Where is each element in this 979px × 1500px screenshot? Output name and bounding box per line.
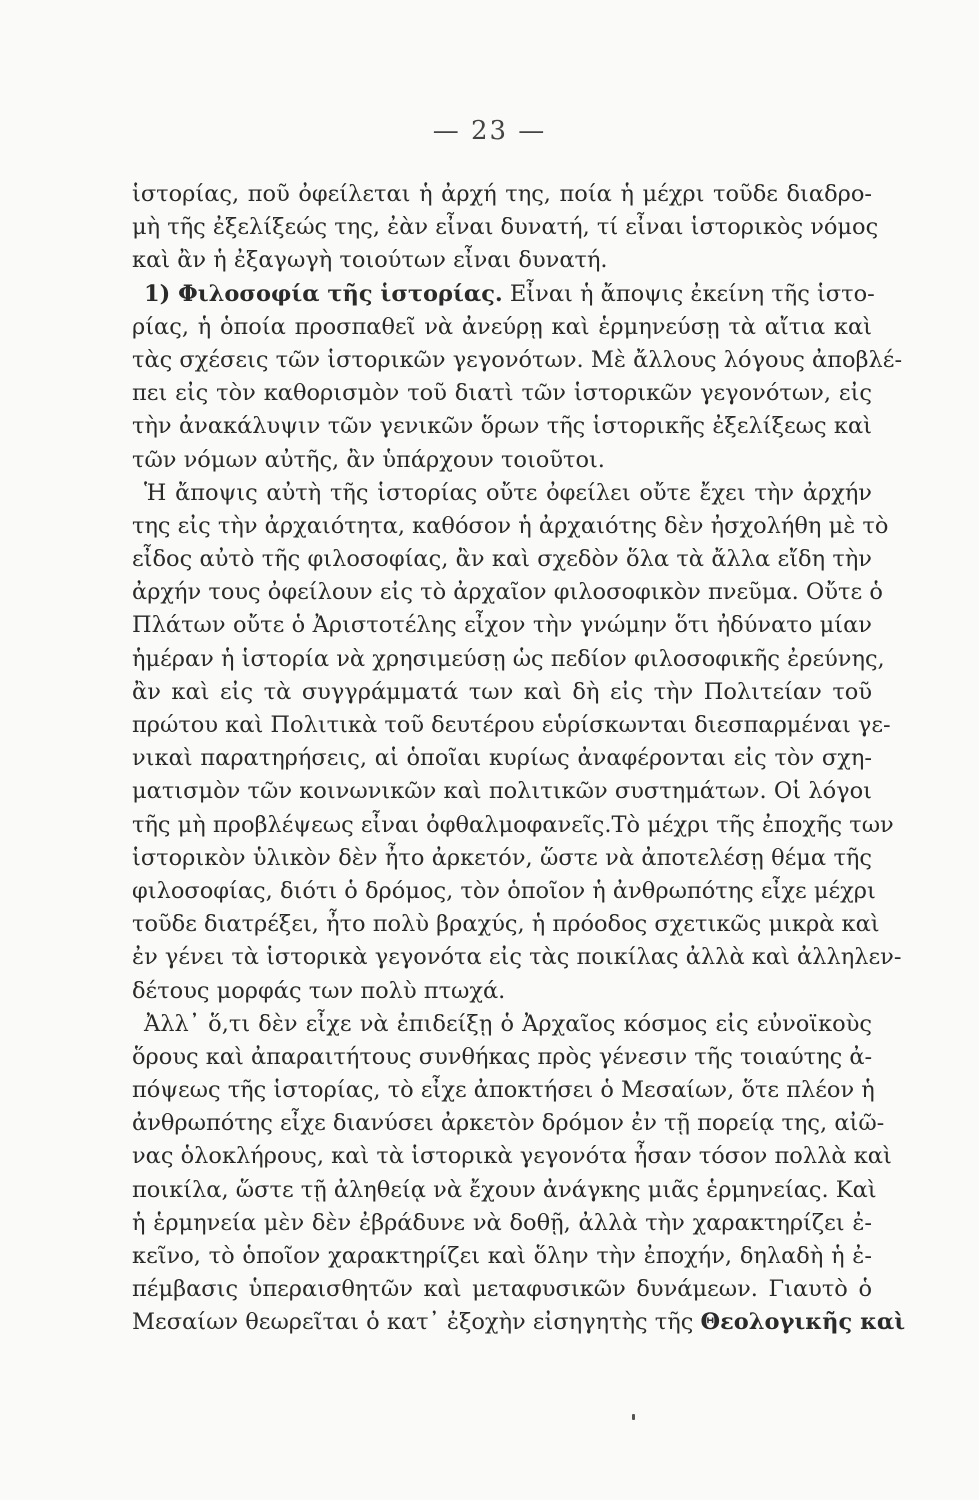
text-line (132, 709, 891, 742)
text-line (132, 1273, 872, 1306)
text-line (132, 1240, 872, 1273)
text-line (132, 842, 872, 875)
line-text: φιλοσοφίας, διότι ὁ δρόμος, τὸν ὁποῖον ἡ ἀνθρωπότης εἶχε μέχρι (132, 877, 876, 904)
line-text: Μεσαίων θεωρεῖται ὁ κατ᾽ ἐξοχὴν εἰσηγητὴς τῆς (132, 1309, 701, 1336)
text-line (132, 344, 903, 377)
text-line (132, 1207, 872, 1240)
line-text: νικαὶ παρατηρήσεις, αἱ ὁποῖαι κυρίως ἀναφέρονται εἰς τὸν σχη- (132, 745, 872, 772)
line-text: τῶν νόμων αὐτῆς, ἂν ὑπάρχουν τοιοῦτοι. (132, 446, 605, 473)
text-line (132, 643, 885, 676)
text-line (132, 211, 879, 244)
line-text: κεῖνο, τὸ ὁποῖον χαρακτηρίζει καὶ ὅλην τὴν ἐποχήν, δηλαδὴ ἡ ἐ- (132, 1243, 872, 1269)
line-text: Πλάτων οὔτε ὁ Ἀριστοτέλης εἶχον τὴν γνώμην ὅτι ἠδύνατο μίαν (132, 612, 872, 639)
line-text: ποικίλα, ὥστε τῇ ἀληθείᾳ νὰ ἔχουν ἀνάγκης μιᾶς ἑρμηνείας. Καὶ (132, 1176, 877, 1203)
text-line (132, 477, 872, 510)
text-line (132, 510, 889, 543)
line-text: Ἡ ἄποψις αὐτὴ τῆς ἱστορίας οὔτε ὀφείλει οὔτε ἔχει τὴν ἀρχήν (144, 479, 872, 506)
text-line (132, 1306, 906, 1339)
line-text: ἀρχήν τους ὀφείλουν εἰς τὸ ἀρχαῖον φιλοσοφικὸν πνεῦμα. Οὔτε ὁ (132, 579, 883, 606)
line-text: τῆς μὴ προβλέψεως εἶναι ὀφθαλμοφανεῖς.Τὸ μέχρι τῆς ἐποχῆς των (132, 811, 894, 838)
text-line (132, 377, 872, 410)
text-line (132, 908, 880, 941)
text-line (132, 1107, 885, 1140)
text-body (132, 178, 906, 1340)
text-line (132, 1140, 892, 1173)
line-text: καὶ ἂν ἡ ἐξαγωγὴ τοιούτων εἶναι δυνατή. (132, 247, 608, 274)
text-line (132, 875, 876, 908)
line-text: ρίας, ἡ ὁποία προσπαθεῖ νὰ ἀνεύρῃ καὶ ἑρμηνεύσῃ τὰ αἴτια καὶ (132, 313, 872, 340)
text-line (132, 1074, 875, 1107)
line-text: ἡ ἑρμηνεία μὲν δὲν ἐβράδυνε νὰ δοθῇ, ἀλλὰ τὴν χαρακτηρίζει ἐ- (132, 1209, 872, 1236)
line-text: μὴ τῆς ἐξελίξεώς της, ἐὰν εἶναι δυνατή, τί εἶναι ἱστορικὸς νόμος (132, 214, 879, 241)
text-line (132, 975, 872, 1008)
text-line (132, 543, 872, 576)
text-line (132, 244, 872, 277)
line-text: νας ὁλοκλήρους, καὶ τὰ ἱστορικὰ γεγονότα ἦσαν τόσον πολλὰ καὶ (132, 1143, 892, 1170)
text-line (132, 410, 872, 443)
text-line (132, 178, 872, 211)
line-text: τὴν ἀνακάλυψιν τῶν γενικῶν ὅρων τῆς ἱστορικῆς ἐξελίξεως καὶ (132, 413, 872, 440)
line-text: τὰς σχέσεις τῶν ἱστορικῶν γεγονότων. Μὲ ἄλλους λόγους ἀποβλέ- (132, 346, 903, 373)
section-heading: 1) Φιλοσοφία τῆς ἱστορίας. (144, 280, 503, 307)
line-text: ὅρους καὶ ἀπαραιτήτους συνθήκας πρὸς γένεσιν τῆς τοιαύτης ἀ- (132, 1043, 873, 1070)
text-line (132, 278, 875, 311)
text-line (132, 676, 872, 709)
page-number: — 23 — (432, 116, 547, 146)
line-text: Εἶναι ἡ ἄποψις ἐκείνη τῆς ἱστο- (502, 280, 875, 307)
line-text: ἱστορίας, ποῦ ὀφείλεται ἡ ἀρχή της, ποία ἡ μέχρι τοῦδε διαδρο- (132, 181, 872, 207)
text-line (132, 311, 872, 344)
text-line (132, 1008, 872, 1041)
text-line (132, 609, 872, 642)
line-text: πει εἰς τὸν καθορισμὸν τοῦ διατὶ τῶν ἱστορικῶν γεγονότων, εἰς (132, 380, 872, 407)
line-text: πέμβασις ὑπεραισθητῶν καὶ μεταφυσικῶν δυνάμεων. Γιαυτὸ ὁ (132, 1276, 872, 1303)
line-text: ἱστορικὸν ὑλικὸν δὲν ἦτο ἀρκετόν, ὥστε νὰ ἀποτελέσῃ θέμα τῆς (132, 844, 872, 871)
text-line (132, 775, 872, 808)
ink-mark (632, 1414, 635, 1420)
text-line (132, 1041, 872, 1074)
line-text: ἂν καὶ εἰς τὰ συγγράμματά των καὶ δὴ εἰς τὴν Πολιτείαν τοῦ (132, 678, 872, 705)
text-line (132, 1174, 877, 1207)
text-line (132, 444, 872, 477)
line-text: πρώτου καὶ Πολιτικὰ τοῦ δευτέρου εὑρίσκωνται διεσπαρμέναι γε- (132, 712, 891, 738)
line-text: εἶδος αὐτὸ τῆς φιλοσοφίας, ἂν καὶ σχεδὸν ὅλα τὰ ἄλλα εἴδη τὴν (132, 546, 872, 573)
line-text: δέτους μορφάς των πολὺ πτωχά. (132, 977, 506, 1004)
text-line (132, 809, 894, 842)
line-text: πόψεως τῆς ἱστορίας, τὸ εἶχε ἀποκτήσει ὁ Μεσαίων, ὅτε πλέον ἡ (132, 1077, 875, 1104)
line-text: ἐν γένει τὰ ἱστορικὰ γεγονότα εἰς τὰς ποικίλας ἀλλὰ καὶ ἀλληλεν- (132, 944, 902, 971)
line-text: της εἰς τὴν ἀρχαιότητα, καθόσον ἡ ἀρχαιότης δὲν ἠσχολήθη μὲ τὸ (132, 512, 889, 539)
line-text: τοῦδε διατρέξει, ἦτο πολὺ βραχύς, ἡ πρόοδος σχετικῶς μικρὰ καὶ (132, 911, 880, 938)
line-text: ἡμέραν ἡ ἱστορία νὰ χρησιμεύσῃ ὡς πεδίον φιλοσοφικῆς ἐρεύνης, (132, 645, 885, 672)
text-line (132, 941, 902, 974)
line-text: ἀνθρωπότης εἶχε διανύσει ἀρκετὸν δρόμον ἐν τῇ πορείᾳ της, αἰῶ- (132, 1110, 885, 1137)
line-text: Ἀλλ᾽ ὅ,τι δὲν εἶχε νὰ ἐπιδείξῃ ὁ Ἀρχαῖος κόσμος εἰς εὐνοϊκοὺς (144, 1010, 872, 1037)
text-line (132, 742, 872, 775)
line-text: ματισμὸν τῶν κοινωνικῶν καὶ πολιτικῶν συστημάτων. Οἱ λόγοι (132, 778, 872, 805)
emphasis-term: Θεολογικῆς καὶ (700, 1309, 906, 1336)
text-line (132, 576, 883, 609)
